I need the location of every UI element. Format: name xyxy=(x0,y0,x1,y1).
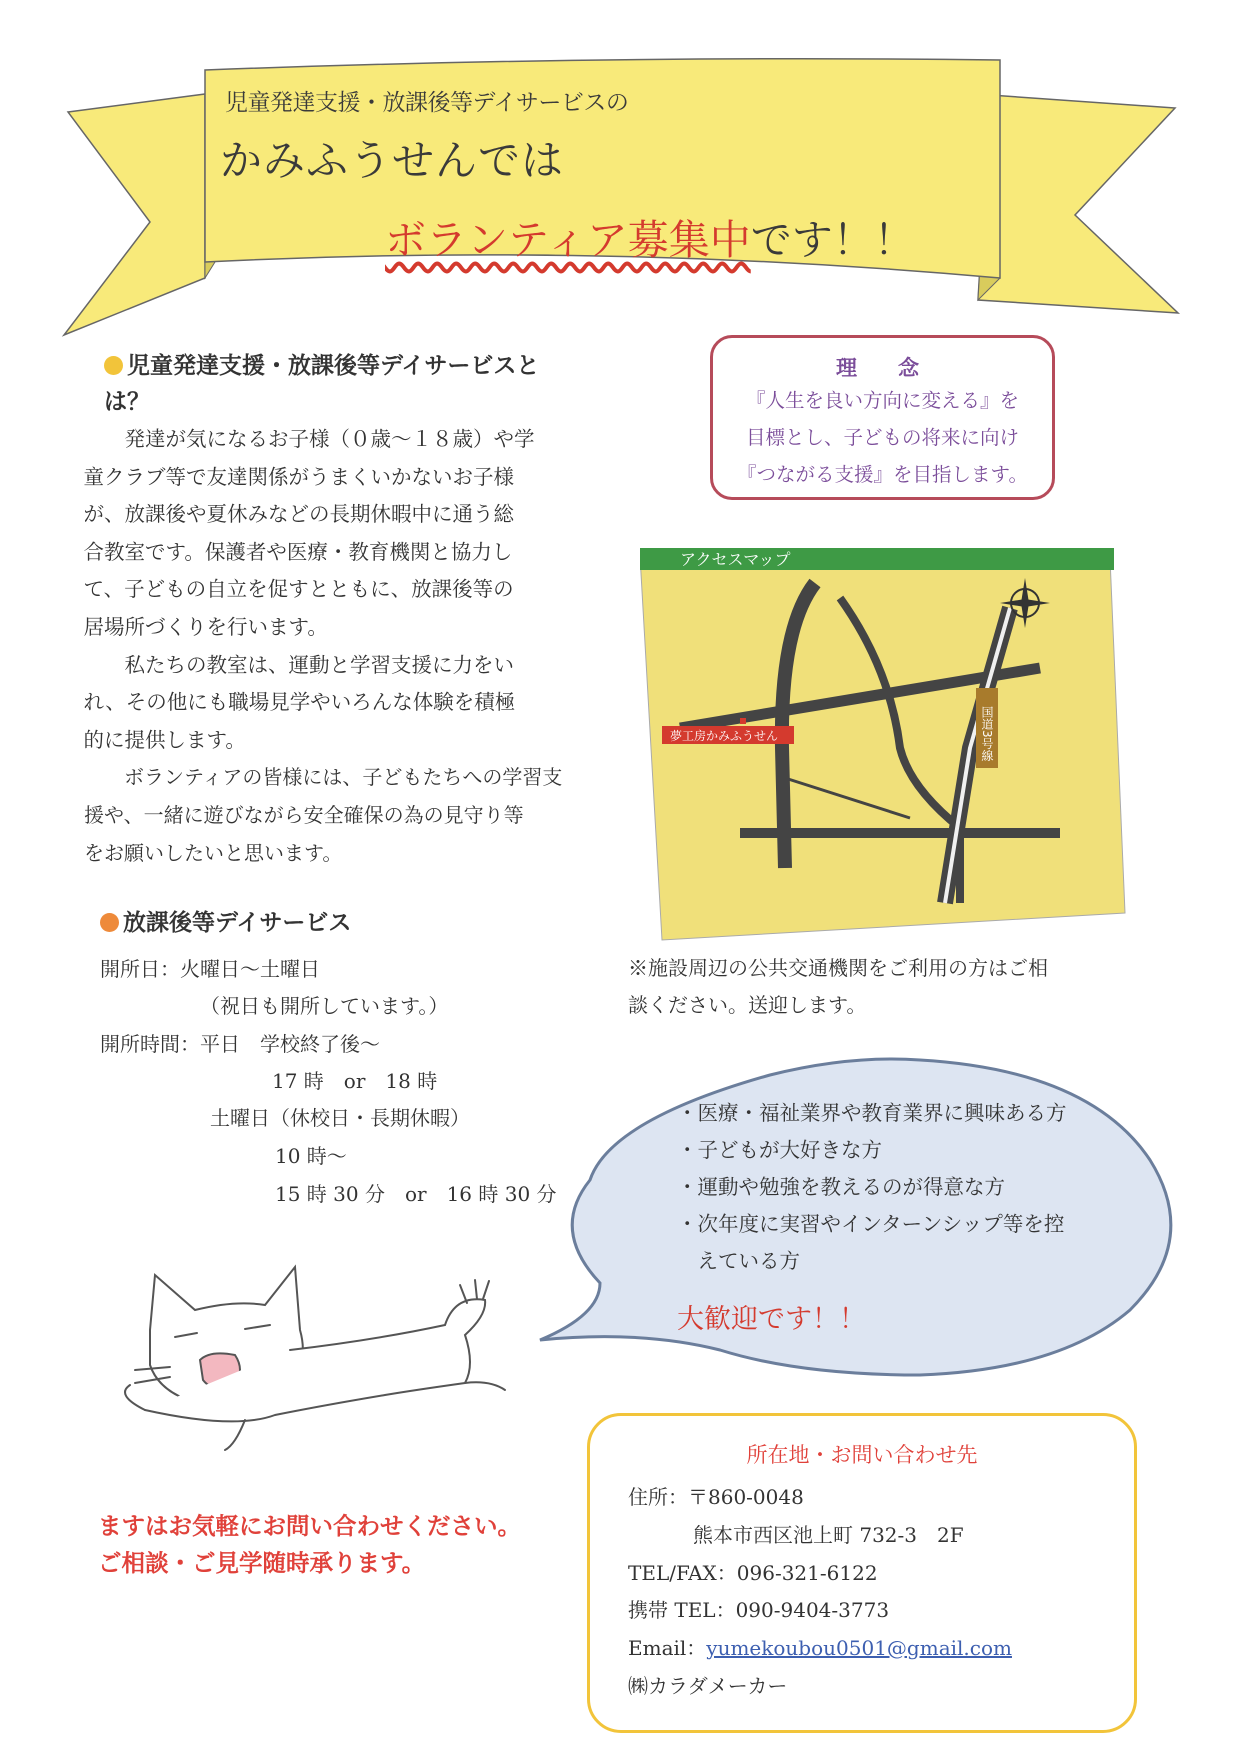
about-paragraph xyxy=(84,759,584,872)
banner-title: かみふうせんでは xyxy=(220,136,565,185)
transit-note-line: ※施設周辺の公共交通機関をご利用の方はご相 xyxy=(628,956,1048,980)
text-line: 合教室です。保護者や医療・教育機関と協力し xyxy=(83,539,513,564)
contact-email-label: Email： xyxy=(628,1636,707,1660)
bubble-welcome: 大歓迎です！！ xyxy=(677,1304,866,1335)
access-map xyxy=(640,548,1127,948)
contact-title: 所在地・お問い合わせ先 xyxy=(746,1443,978,1467)
map-graphic xyxy=(640,548,1127,948)
about-heading xyxy=(104,348,584,420)
cta-line: ますはお気軽にお問い合わせください。 xyxy=(98,1512,521,1540)
banner-call-rest: です！！ xyxy=(750,216,915,264)
facility-label: 夢工房かみふうせん xyxy=(670,729,779,743)
saturday-end: 15 時 30 分 or 16 時 30 分 xyxy=(275,1182,557,1206)
contact-email-row xyxy=(628,1632,1012,1661)
cta-line: ご相談・ご見学随時承ります。 xyxy=(98,1549,426,1577)
hours-label: 開所時間：平日 学校終了後～ xyxy=(100,1032,380,1056)
text-line: 発達が気になるお子様（０歳～１８歳）や学 xyxy=(124,427,535,451)
contact-cta xyxy=(98,1508,521,1582)
service-heading-text: 放課後等デイサービス xyxy=(123,910,352,936)
contact-address-label: 住所：〒860-0048 xyxy=(628,1485,804,1509)
criteria-item: ・次年度に実習やインターンシップ等を控 xyxy=(677,1212,1065,1236)
contact-company: ㈱カラダメーカー xyxy=(628,1674,788,1698)
open-days: 開所日：火曜日～土曜日 xyxy=(100,957,320,981)
volunteer-criteria-list xyxy=(677,1095,1067,1280)
contact-tel-fax: TEL/FAX：096-321-6122 xyxy=(628,1561,878,1585)
text-line: 居場所づくりを行います。 xyxy=(83,614,328,639)
service-heading xyxy=(100,905,351,941)
text-line: 童クラブ等で友達関係がうまくいかないお子様 xyxy=(83,464,514,489)
transit-note-line: 談ください。送迎します。 xyxy=(628,993,867,1017)
contact-address: 熊本市西区池上町 732-3 2F xyxy=(693,1523,964,1547)
about-paragraph xyxy=(83,421,584,647)
banner-subtitle: 児童発達支援・放課後等デイサービスの xyxy=(225,90,629,116)
philosophy-line: 目標とし、子どもの将来に向け xyxy=(745,426,1019,449)
about-heading-line1: 児童発達支援・放課後等デイサービスと xyxy=(127,353,540,379)
saturday-label: 土曜日（休校日・長期休暇） xyxy=(210,1106,470,1130)
contact-mobile: 携帯 TEL：090-9404-3773 xyxy=(628,1598,890,1622)
philosophy-line: 『人生を良い方向に変える』を xyxy=(745,389,1019,412)
about-heading-line2: は？ xyxy=(104,389,150,415)
about-body xyxy=(83,421,584,872)
contact-email-link[interactable]: yumekoubou0501@gmail.com xyxy=(706,1636,1012,1660)
transit-note xyxy=(628,950,1098,1024)
criteria-item: ・運動や勉強を教えるのが得意な方 xyxy=(677,1175,1005,1199)
text-line: ボランティアの皆様には、子どもたちへの学習支 xyxy=(124,765,563,790)
text-line: て、子どもの自立を促すとともに、放課後等の xyxy=(83,577,514,602)
route-label: 国道3号線 xyxy=(980,706,994,762)
text-line: 援や、一緒に遊びながら安全確保の為の見守り等 xyxy=(84,802,524,827)
text-line: をお願いしたいと思います。 xyxy=(84,840,343,865)
map-title: アクセスマップ xyxy=(680,550,791,569)
contact-box xyxy=(587,1413,1137,1733)
criteria-item: ・医療・福祉業界や教育業界に興味ある方 xyxy=(677,1101,1067,1125)
saturday-start: 10 時～ xyxy=(275,1144,347,1168)
cat-illustration xyxy=(115,1255,535,1455)
weekday-times: 17 時 or 18 時 xyxy=(272,1069,438,1093)
banner-call-highlight: ボランティア募集中 xyxy=(385,216,751,264)
about-paragraph xyxy=(83,647,584,760)
text-line: が、放課後や夏休みなどの長期休暇中に通う総 xyxy=(83,502,514,527)
yellow-bullet-icon xyxy=(104,356,123,375)
criteria-item: ・子どもが大好きな方 xyxy=(677,1138,882,1162)
text-line: 私たちの教室は、運動と学習支援に力をい xyxy=(124,652,514,677)
philosophy-box xyxy=(710,335,1055,500)
orange-bullet-icon xyxy=(100,913,119,932)
banner-ribbon xyxy=(0,0,1240,340)
criteria-item: えている方 xyxy=(677,1249,800,1273)
facility-marker-icon xyxy=(740,718,746,724)
text-line: れ、その他にも職場見学やいろんな体験を積極 xyxy=(83,690,516,715)
banner-call xyxy=(385,207,915,266)
holiday-note: （祝日も開所しています。） xyxy=(200,994,449,1018)
philosophy-title: 理 念 xyxy=(836,355,929,380)
philosophy-line: 『つながる支援』を目指します。 xyxy=(737,463,1028,486)
text-line: 的に提供します。 xyxy=(83,727,246,752)
